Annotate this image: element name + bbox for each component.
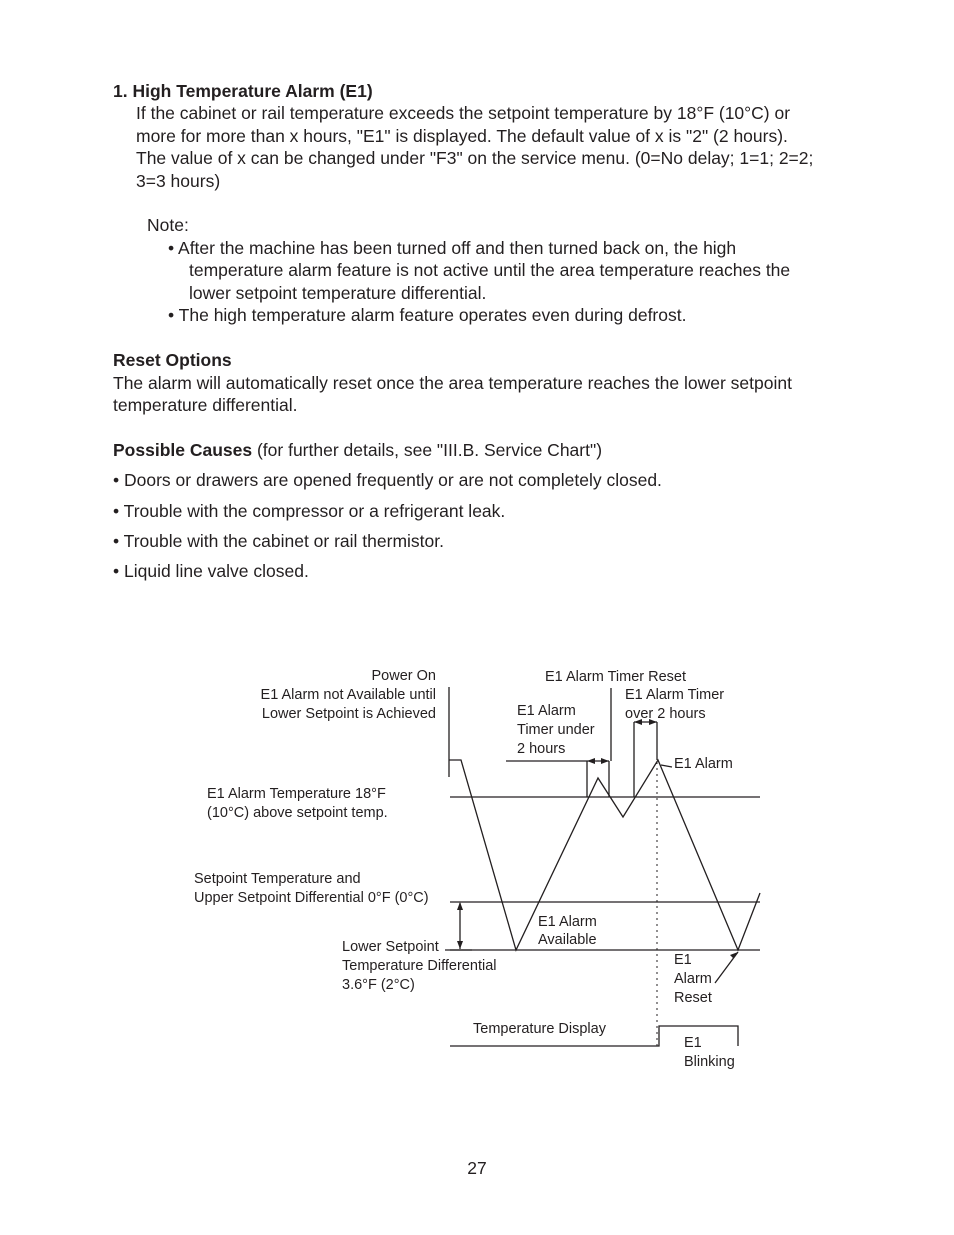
label-line: Reset <box>674 990 712 1006</box>
label-line: E1 <box>674 952 692 968</box>
note-bullet-line: • After the machine has been turned off and then turned back on, the high <box>168 238 737 258</box>
section-heading: 1. High Temperature Alarm (E1) <box>113 81 373 101</box>
note-label: Note: <box>147 215 189 235</box>
label-line: E1 <box>684 1035 702 1051</box>
temperature-display-label: Temperature Display <box>473 1021 606 1037</box>
note-bullet-line: lower setpoint temperature differential. <box>189 283 487 303</box>
cause-item: • Doors or drawers are opened frequently or are not completely closed. <box>113 470 662 490</box>
paragraph-line: more for more than x hours, "E1" is displayed. The default value of x is "2" (2 hours). <box>136 125 788 146</box>
label-line: E1 Alarm Temperature 18°F <box>207 786 386 802</box>
cause-item: • Trouble with the compressor or a refrigerant leak. <box>113 501 506 521</box>
label-line: Timer under <box>517 722 595 738</box>
label-line: Temperature Differential <box>342 958 497 974</box>
label-line: E1 Alarm Timer <box>625 687 725 703</box>
arrow-head <box>601 758 609 764</box>
blinking-label <box>684 1034 735 1072</box>
alarm-temperature-label <box>207 785 388 823</box>
paragraph-line: If the cabinet or rail temperature exceeds the setpoint temperature by 18°F (10°C) or <box>136 103 791 123</box>
reset-line: The alarm will automatically reset once the area temperature reaches the lower setpoint <box>113 373 792 393</box>
label-line: Blinking <box>684 1054 735 1070</box>
label-line: over 2 hours <box>625 706 706 722</box>
reset-heading: Reset Options <box>113 350 232 370</box>
label-line: Setpoint Temperature and <box>194 871 361 887</box>
label-line: Lower Setpoint <box>342 939 439 955</box>
label-line: E1 Alarm not Available until <box>260 687 436 703</box>
label-line: Lower Setpoint is Achieved <box>261 706 436 722</box>
timer-over-label <box>625 686 724 724</box>
label-line: E1 Alarm <box>517 703 576 719</box>
label-line: Power On <box>371 668 436 684</box>
setpoint-label <box>194 870 429 908</box>
label-line: Available <box>538 932 597 948</box>
causes-heading-suffix: (for further details, see "III.B. Service Chart") <box>252 440 603 460</box>
page-number: 27 <box>467 1158 487 1178</box>
temperature-trace <box>449 760 760 950</box>
lower-setpoint-label <box>342 938 496 995</box>
alarm-available-label <box>538 913 597 949</box>
paragraph-line: The value of x can be changed under "F3" on the service menu. (0=No delay; 1=1; 2=2; <box>136 148 814 168</box>
e1-alarm-pointer <box>661 765 672 767</box>
power-on-label <box>200 667 436 724</box>
label-line: (10°C) above setpoint temp. <box>207 805 388 821</box>
timer-reset-label: E1 Alarm Timer Reset <box>545 669 687 685</box>
label-line: E1 Alarm <box>538 914 597 930</box>
label-line: Alarm <box>674 971 712 987</box>
alarm-reset-pointer <box>715 952 738 983</box>
label-line: Upper Setpoint Differential 0°F (0°C) <box>194 890 429 906</box>
label-line: 2 hours <box>517 741 566 757</box>
note-bullet-2: • The high temperature alarm feature operates even during defrost. <box>168 305 687 325</box>
e1-alarm-label: E1 Alarm <box>674 756 733 772</box>
causes-heading: Possible Causes <box>113 440 253 460</box>
cause-item: • Liquid line valve closed. <box>113 561 309 581</box>
reset-line: temperature differential. <box>113 395 298 415</box>
paragraph-line: 3=3 hours) <box>136 170 221 191</box>
cause-item: • Trouble with the cabinet or rail thermistor. <box>113 531 444 551</box>
note-bullet-line: temperature alarm feature is not active until the area temperature reaches the <box>189 260 791 280</box>
arrow-head <box>457 902 463 910</box>
alarm-reset-label <box>674 951 712 1008</box>
timer-under-label <box>517 702 595 759</box>
label-line: 3.6°F (2°C) <box>342 977 415 993</box>
